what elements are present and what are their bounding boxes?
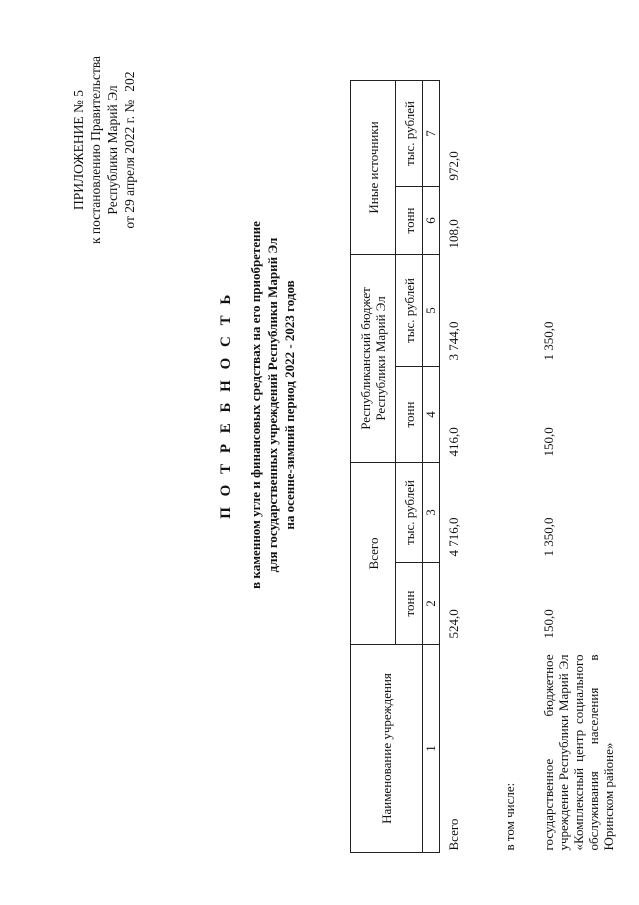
republic-tons: 416,0 (446, 427, 461, 457)
appendix-date (121, 5, 138, 295)
header-republic-budget: Республиканский бюджет Республики Марий Эл (351, 254, 396, 462)
appendix-block (70, 5, 138, 295)
table-row-total (440, 80, 499, 852)
appendix-line-2: Республики Марий Эл (105, 85, 120, 215)
total-tons: 524,0 (446, 609, 461, 639)
total-rub: 4 716,0 (446, 517, 461, 557)
other-tons (537, 186, 616, 254)
table-row-including (498, 80, 537, 852)
index-cell: 6 (423, 186, 440, 254)
index-cell: 5 (423, 254, 440, 366)
republic-tons: 150,0 (541, 427, 556, 457)
other-rub (537, 80, 616, 186)
document-title: П О Т Р Е Б Н О С Т Ь (218, 291, 234, 519)
appendix-date-prefix: от (122, 216, 137, 229)
republic-rub: 1 350,0 (541, 321, 556, 361)
row-name: Всего (446, 818, 461, 851)
index-cell: 7 (423, 80, 440, 186)
other-rub: 972,0 (446, 151, 461, 181)
header-republic-rub: тыс. рублей (396, 254, 423, 366)
header-total-tons: тонн (396, 563, 423, 645)
subtitle-line-1: в каменном угле и финансовых средствах на его приобретение (248, 221, 263, 589)
index-cell: 3 (423, 462, 440, 562)
needs-table (350, 80, 616, 853)
republic-rub: 3 744,0 (446, 321, 461, 361)
header-other-sources: Иные источники (351, 80, 396, 254)
title-block (218, 55, 298, 755)
including-label: в том числе: (502, 782, 517, 851)
appendix-title: ПРИЛОЖЕНИЕ № 5 (71, 89, 86, 211)
table-row (537, 80, 616, 852)
index-cell: 4 (423, 366, 440, 462)
subtitle-line-2: для государственных учреждений Республики Марий Эл (265, 237, 280, 573)
header-other-rub: тыс. рублей (396, 80, 423, 186)
other-tons: 108,0 (446, 219, 461, 249)
appendix-number: 202 (122, 71, 137, 92)
header-total-rub: тыс. рублей (396, 462, 423, 562)
header-total: Всего (351, 462, 396, 644)
header-name: Наименование учреждения (351, 645, 423, 853)
row-name: государственное бюджетное учреждение Республики Марий Эл «Комплексный центр социального обслуживания населения в Юринском районе» (541, 654, 616, 851)
appendix-day: 29 (122, 199, 137, 213)
index-cell: 2 (423, 563, 440, 645)
appendix-line-1: к постановлению Правительства (88, 55, 103, 245)
total-rub: 1 350,0 (541, 517, 556, 557)
header-other-tons: тонн (396, 186, 423, 254)
header-republic-tons: тонн (396, 366, 423, 462)
appendix-date-text: апреля 2022 г. № (122, 99, 137, 196)
subtitle-line-3: на осенне-зимний период 2022 - 2023 годов (282, 280, 297, 530)
index-cell: 1 (423, 645, 440, 853)
total-tons: 150,0 (541, 609, 556, 639)
